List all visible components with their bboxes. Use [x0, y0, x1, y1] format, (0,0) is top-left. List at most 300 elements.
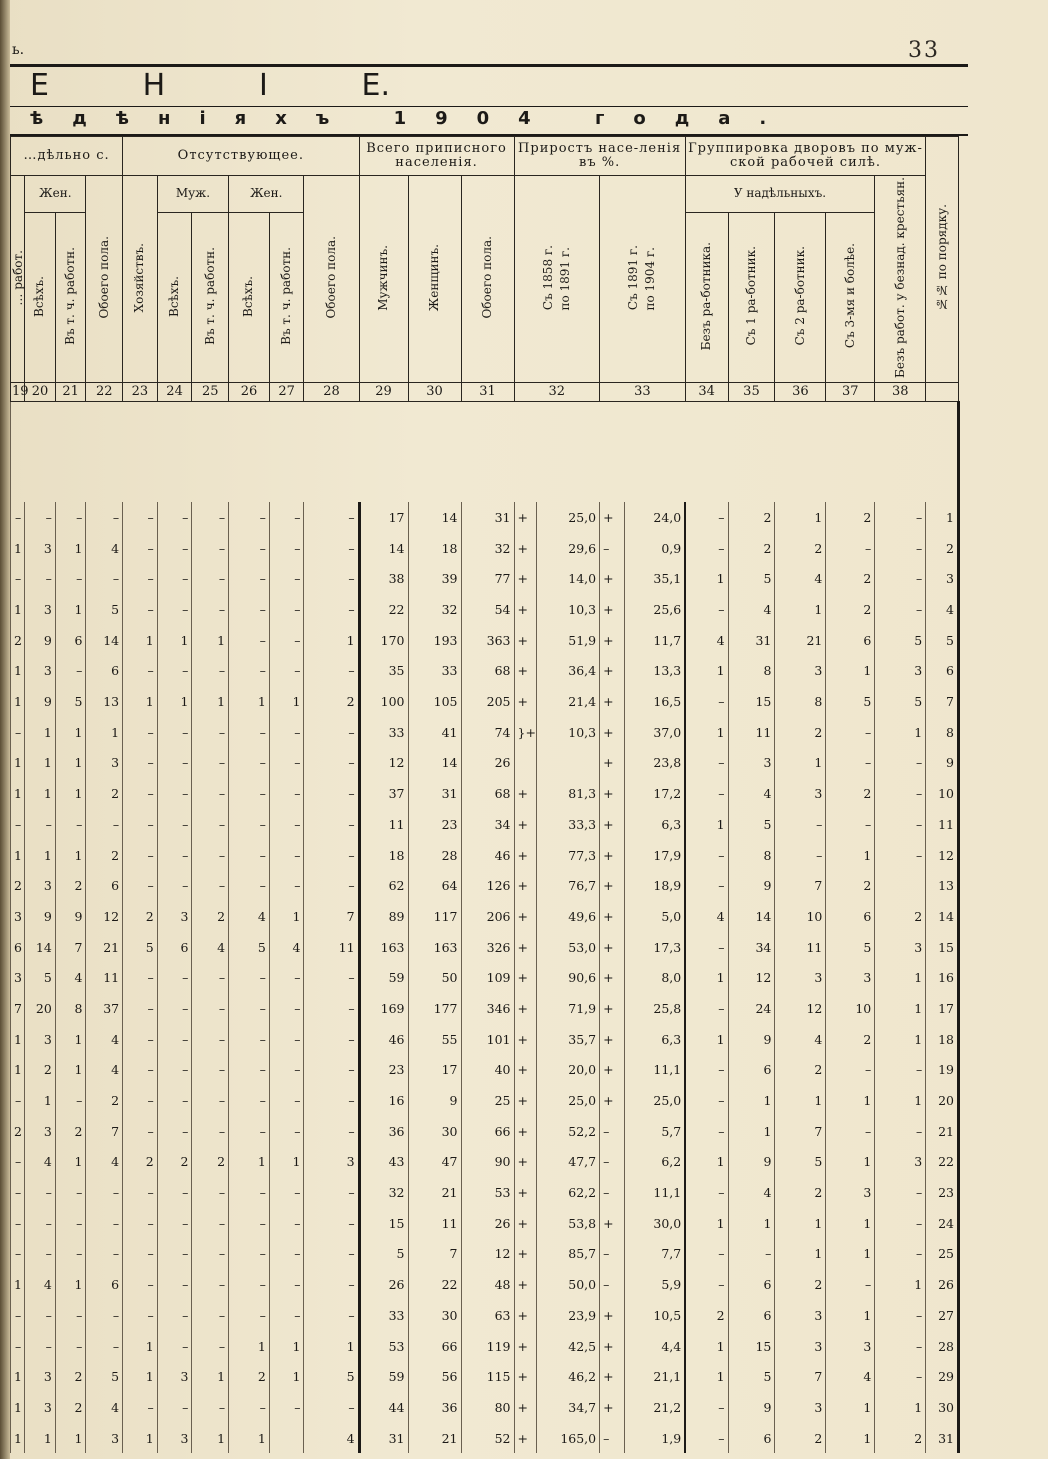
table-cell: 1 [826, 1392, 875, 1423]
table-cell: 16 [926, 962, 959, 993]
table-cell: 1 [685, 1147, 728, 1178]
table-cell: – [157, 1085, 192, 1116]
table-cell: – [123, 1239, 158, 1270]
table-cell: 2 [11, 870, 25, 901]
table-cell: – [875, 1361, 926, 1392]
table-cell: 3 [826, 962, 875, 993]
table-cell: – [157, 533, 192, 564]
table-cell: 4 [229, 901, 270, 932]
table-cell: – [192, 1085, 229, 1116]
statistics-table [10, 136, 960, 1453]
table-cell: 1 [25, 840, 56, 871]
table-cell: 6,2 [624, 1147, 685, 1178]
table-cell: – [304, 594, 359, 625]
table-cell: 1 [157, 625, 192, 656]
table-cell: 5 [123, 932, 158, 963]
table-cell: 6 [86, 656, 123, 687]
table-cell: – [157, 502, 192, 533]
column-number-row [11, 383, 959, 402]
table-cell: 3 [775, 1300, 826, 1331]
table-cell: 16,5 [624, 686, 685, 717]
table-cell: 31 [408, 778, 461, 809]
table-cell: – [157, 1177, 192, 1208]
table-cell: 1 [123, 1423, 158, 1454]
table-cell: – [11, 717, 25, 748]
table-cell: – [229, 564, 270, 595]
table-cell: 1 [229, 1331, 270, 1362]
table-cell: 21 [775, 625, 826, 656]
table-cell: 1 [875, 1085, 926, 1116]
table-cell: 4 [775, 1024, 826, 1055]
table-cell: 7 [86, 1116, 123, 1147]
table-cell: – [269, 1208, 304, 1239]
table-row [11, 1024, 959, 1055]
table-cell: 3 [775, 778, 826, 809]
subgroup-zhen-2: Жен. [229, 176, 304, 213]
table-row [11, 1116, 959, 1147]
table-cell: 1 [11, 1392, 25, 1423]
table-cell: – [123, 1055, 158, 1086]
table-cell: 29,6 [536, 533, 599, 564]
table-cell: – [269, 1239, 304, 1270]
table-cell: 1 [775, 1208, 826, 1239]
table-cell: – [229, 656, 270, 687]
column-number: 35 [728, 383, 775, 402]
table-cell: – [11, 1208, 25, 1239]
heading-letter: І [258, 68, 268, 103]
table-cell: 32 [461, 533, 514, 564]
table-cell: 1 [11, 1423, 25, 1454]
table-cell: 23,8 [624, 748, 685, 779]
group-total: Всего приписного населенія. [359, 137, 514, 176]
table-cell: – [192, 564, 229, 595]
header-20: Всѣхъ. [25, 213, 56, 383]
header-25: Въ т. ч. работн. [192, 213, 229, 383]
table-cell: – [229, 1208, 270, 1239]
table-cell: 163 [408, 932, 461, 963]
header-38: Безъ работ. у безнад. крестьян. [875, 176, 926, 383]
table-cell: 2 [775, 1269, 826, 1300]
group-header-row [11, 137, 959, 176]
table-cell: 1 [685, 1331, 728, 1362]
table-cell: 1 [926, 502, 959, 533]
table-cell: – [229, 993, 270, 1024]
table-cell: 3 [86, 1423, 123, 1454]
table-cell: – [826, 533, 875, 564]
table-cell: – [86, 809, 123, 840]
table-cell: 7 [775, 870, 826, 901]
table-cell: 9 [25, 901, 56, 932]
table-cell: 1 [25, 1085, 56, 1116]
table-cell: – [269, 778, 304, 809]
table-cell: 193 [408, 625, 461, 656]
table-cell: 7 [775, 1361, 826, 1392]
table-cell: 2 [826, 1024, 875, 1055]
table-cell: – [685, 840, 728, 871]
table-cell: 11 [728, 717, 775, 748]
table-cell: 8 [55, 993, 86, 1024]
table-cell: 11,7 [624, 625, 685, 656]
table-cell: – [269, 1300, 304, 1331]
table-cell: 5 [875, 625, 926, 656]
table-cell: – [86, 1177, 123, 1208]
table-cell: 23 [408, 809, 461, 840]
table-cell: – [192, 1208, 229, 1239]
table-cell: – [55, 809, 86, 840]
table-cell: 119 [461, 1331, 514, 1362]
table-cell: – [304, 1269, 359, 1300]
table-cell: + [600, 564, 624, 595]
table-cell: – [875, 1300, 926, 1331]
table-cell: 3 [775, 656, 826, 687]
table-cell: 39 [408, 564, 461, 595]
table-cell: 346 [461, 993, 514, 1024]
table-cell: 2 [55, 870, 86, 901]
page-number: 33 [908, 38, 940, 63]
table-cell: – [229, 748, 270, 779]
table-cell: 4 [926, 594, 959, 625]
table-cell: 3 [25, 533, 56, 564]
table-cell: 1 [875, 717, 926, 748]
table-cell: – [123, 533, 158, 564]
table-cell: – [123, 962, 158, 993]
table-cell [514, 748, 536, 779]
table-cell: – [875, 1208, 926, 1239]
table-cell: 1 [229, 686, 270, 717]
table-cell: – [55, 1239, 86, 1270]
table-cell: – [157, 1116, 192, 1147]
table-cell: 1 [728, 1208, 775, 1239]
table-cell: – [229, 533, 270, 564]
table-cell: – [192, 993, 229, 1024]
table-cell: – [123, 594, 158, 625]
table-cell: 15 [359, 1208, 408, 1239]
table-cell: – [304, 1239, 359, 1270]
table-cell: 5 [875, 686, 926, 717]
table-cell: 17,2 [624, 778, 685, 809]
table-cell: + [514, 962, 536, 993]
table-cell: – [11, 1177, 25, 1208]
table-cell: 1 [728, 1085, 775, 1116]
table-cell: – [875, 594, 926, 625]
table-cell: 63 [461, 1300, 514, 1331]
header-30: Женщинъ. [408, 176, 461, 383]
table-cell: 0,9 [624, 533, 685, 564]
table-cell: – [123, 993, 158, 1024]
table-cell: 3 [25, 1116, 56, 1147]
table-cell: 80 [461, 1392, 514, 1423]
table-cell: – [123, 1269, 158, 1300]
subgroup-nadel: У надѣльныхъ. [685, 176, 875, 213]
table-cell: 17,3 [624, 932, 685, 963]
table-cell: 4 [728, 778, 775, 809]
table-cell: 9 [728, 1392, 775, 1423]
table-cell: – [25, 564, 56, 595]
table-cell: – [685, 1239, 728, 1270]
table-cell: 76,7 [536, 870, 599, 901]
table-cell: – [269, 1116, 304, 1147]
table-cell: 1 [11, 748, 25, 779]
table-cell: 2 [826, 564, 875, 595]
table-cell: 3 [25, 656, 56, 687]
table-cell: 1 [192, 1423, 229, 1454]
table-cell: – [229, 625, 270, 656]
column-number: 27 [269, 383, 304, 402]
table-cell: – [875, 1239, 926, 1270]
table-cell: – [304, 1208, 359, 1239]
table-cell: 1 [11, 686, 25, 717]
table-row [11, 870, 959, 901]
table-cell: 2 [55, 1392, 86, 1423]
table-cell: – [304, 656, 359, 687]
table-cell: – [11, 809, 25, 840]
table-cell: 1 [55, 594, 86, 625]
table-cell: 22 [359, 594, 408, 625]
table-cell: 14 [359, 533, 408, 564]
table-cell: – [86, 1208, 123, 1239]
table-cell: 10,3 [536, 594, 599, 625]
table-cell: 21 [86, 932, 123, 963]
column-number: 19 [11, 383, 25, 402]
table-cell: 53 [359, 1331, 408, 1362]
table-cell: – [304, 778, 359, 809]
table-cell: 1 [11, 594, 25, 625]
table-cell: 5,7 [624, 1116, 685, 1147]
table-cell: 3 [11, 901, 25, 932]
table-cell: 1 [55, 717, 86, 748]
table-cell: 33 [359, 1300, 408, 1331]
table-cell: 9 [728, 1024, 775, 1055]
table-cell: 1 [875, 962, 926, 993]
table-cell: – [685, 1423, 728, 1454]
table-cell: 3 [86, 748, 123, 779]
group-present: …дѣльно с. [11, 137, 123, 176]
table-cell [536, 748, 599, 779]
table-cell: – [55, 656, 86, 687]
table-cell: 7 [304, 901, 359, 932]
table-cell: 1 [25, 717, 56, 748]
table-cell: 34 [728, 932, 775, 963]
table-cell: 6 [926, 656, 959, 687]
table-cell: 77 [461, 564, 514, 595]
table-cell: 4 [304, 1423, 359, 1454]
table-cell: – [728, 1239, 775, 1270]
table-cell: 2 [86, 840, 123, 871]
table-cell: + [514, 1392, 536, 1423]
table-cell: 48 [461, 1269, 514, 1300]
table-cell: – [304, 717, 359, 748]
table-cell: – [269, 809, 304, 840]
table-cell: 18,9 [624, 870, 685, 901]
table-cell: 165,0 [536, 1423, 599, 1454]
table-cell: 9 [25, 686, 56, 717]
table-cell: 9 [728, 870, 775, 901]
table-cell: 3 [875, 656, 926, 687]
table-cell: 1 [25, 778, 56, 809]
table-cell: 15 [926, 932, 959, 963]
table-cell: – [192, 962, 229, 993]
table-cell: 101 [461, 1024, 514, 1055]
table-cell: 1 [269, 1361, 304, 1392]
table-cell: – [685, 594, 728, 625]
table-cell: 33,3 [536, 809, 599, 840]
table-cell: – [685, 778, 728, 809]
table-cell: 46 [461, 840, 514, 871]
table-cell: – [229, 778, 270, 809]
table-cell: 30,0 [624, 1208, 685, 1239]
table-cell: 21,1 [624, 1361, 685, 1392]
table-row [11, 1392, 959, 1423]
table-cell: + [600, 748, 624, 779]
table-cell: – [229, 1392, 270, 1423]
table-cell: – [192, 809, 229, 840]
table-cell: 5 [304, 1361, 359, 1392]
table-cell: 21,4 [536, 686, 599, 717]
column-number: 34 [685, 383, 728, 402]
table-cell: 1 [875, 1269, 926, 1300]
table-cell: 1 [11, 533, 25, 564]
table-cell: – [875, 840, 926, 871]
table-cell: + [514, 1269, 536, 1300]
table-cell: – [192, 1300, 229, 1331]
table-cell: 2 [826, 870, 875, 901]
table-cell: 25,6 [624, 594, 685, 625]
table-cell: 11 [408, 1208, 461, 1239]
table-cell: – [123, 1208, 158, 1239]
table-cell: 90 [461, 1147, 514, 1178]
table-cell: – [269, 748, 304, 779]
table-cell: 1 [685, 809, 728, 840]
table-cell: 23,9 [536, 1300, 599, 1331]
table-cell: 10 [826, 993, 875, 1024]
table-cell: + [600, 932, 624, 963]
table-cell: 2 [192, 1147, 229, 1178]
table-cell: 28 [408, 840, 461, 871]
table-cell: 2 [926, 533, 959, 564]
table-cell: 169 [359, 993, 408, 1024]
table-cell: – [685, 533, 728, 564]
table-cell: 66 [461, 1116, 514, 1147]
table-cell: – [875, 502, 926, 533]
table-cell: 1 [775, 502, 826, 533]
table-cell: 2 [304, 686, 359, 717]
table-cell: 4 [25, 1147, 56, 1178]
table-cell: 10,5 [624, 1300, 685, 1331]
table-cell: 2 [826, 594, 875, 625]
table-cell: 11 [359, 809, 408, 840]
table-cell: 12 [86, 901, 123, 932]
table-cell: + [600, 502, 624, 533]
column-number: 31 [461, 383, 514, 402]
table-cell: – [11, 1085, 25, 1116]
table-cell: 25,8 [624, 993, 685, 1024]
table-cell: – [685, 686, 728, 717]
table-cell: 4 [826, 1361, 875, 1392]
table-cell: + [600, 840, 624, 871]
table-cell: + [514, 1331, 536, 1362]
table-cell: 2 [55, 1116, 86, 1147]
table-cell: 3 [25, 1024, 56, 1055]
table-cell: – [269, 594, 304, 625]
table-cell: 6,3 [624, 1024, 685, 1055]
table-cell: 18 [359, 840, 408, 871]
table-cell: 7 [926, 686, 959, 717]
table-cell: 11 [926, 809, 959, 840]
table-cell: – [157, 993, 192, 1024]
table-cell: – [304, 502, 359, 533]
table-cell: 21 [926, 1116, 959, 1147]
table-cell: + [514, 1239, 536, 1270]
table-cell: – [304, 1055, 359, 1086]
table-row [11, 502, 959, 533]
table-cell: 21 [408, 1177, 461, 1208]
table-cell: – [11, 1331, 25, 1362]
table-cell: – [304, 962, 359, 993]
table-cell: + [514, 564, 536, 595]
table-cell: 4 [55, 962, 86, 993]
table-cell: 1 [123, 625, 158, 656]
table-cell: 2 [192, 901, 229, 932]
table-cell: 62 [359, 870, 408, 901]
table-cell: 2 [86, 778, 123, 809]
table-cell: + [514, 1055, 536, 1086]
table-cell: 15 [728, 1331, 775, 1362]
table-cell: 6 [728, 1269, 775, 1300]
table-cell: + [514, 870, 536, 901]
table-row [11, 809, 959, 840]
table-cell: – [157, 1055, 192, 1086]
table-cell: 3 [775, 962, 826, 993]
table-cell: – [123, 870, 158, 901]
table-cell: 2 [775, 1055, 826, 1086]
table-cell: 52 [461, 1423, 514, 1454]
table-cell: – [123, 809, 158, 840]
table-cell: 5 [229, 932, 270, 963]
table-cell: – [685, 1392, 728, 1423]
table-cell: 3 [25, 870, 56, 901]
table-cell: 6 [826, 625, 875, 656]
table-cell: 1 [826, 1085, 875, 1116]
table-cell: + [514, 778, 536, 809]
table-cell: 109 [461, 962, 514, 993]
table-cell: 53,0 [536, 932, 599, 963]
table-cell: 44 [359, 1392, 408, 1423]
table-cell: 22 [408, 1269, 461, 1300]
table-cell: 53,8 [536, 1208, 599, 1239]
table-cell: + [514, 840, 536, 871]
table-cell: 7 [55, 932, 86, 963]
column-number: 30 [408, 383, 461, 402]
header-24: Всѣхъ. [157, 213, 192, 383]
table-cell: 47,7 [536, 1147, 599, 1178]
table-cell: 71,9 [536, 993, 599, 1024]
column-number: 23 [123, 383, 158, 402]
table-cell: 68 [461, 656, 514, 687]
table-cell: 14,0 [536, 564, 599, 595]
table-cell: 4 [685, 625, 728, 656]
table-cell: + [514, 1116, 536, 1147]
table-cell: 30 [926, 1392, 959, 1423]
table-cell: 31 [728, 625, 775, 656]
table-cell: 6 [728, 1055, 775, 1086]
table-cell: – [875, 748, 926, 779]
table-cell: 5,9 [624, 1269, 685, 1300]
table-cell: 18 [926, 1024, 959, 1055]
table-cell: 35,7 [536, 1024, 599, 1055]
table-cell: 3 [826, 1331, 875, 1362]
table-cell: – [123, 717, 158, 748]
header-34: Безъ ра-ботника. [685, 213, 728, 383]
